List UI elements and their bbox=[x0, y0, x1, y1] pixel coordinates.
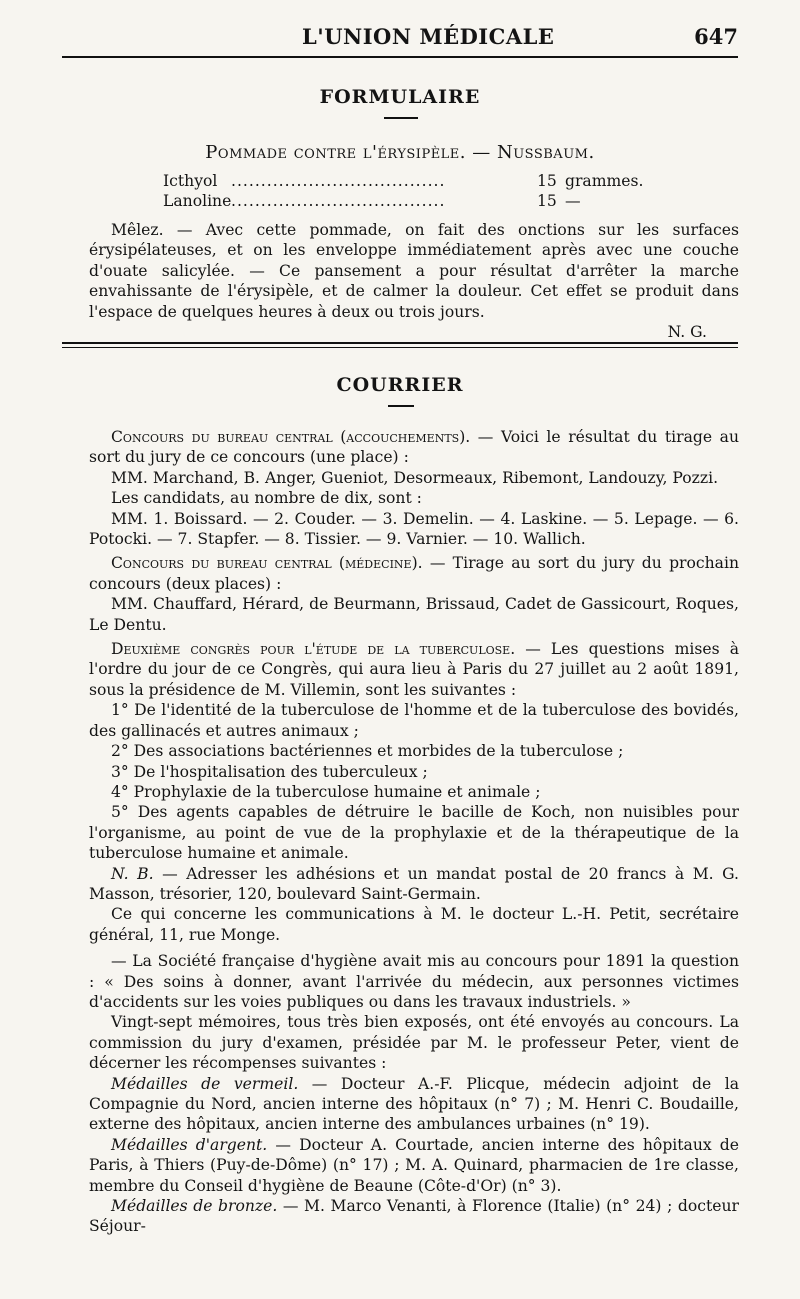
formula-instructions: Mêlez. — Avec cette pommade, on fait des onctions sur les surfaces érysipélateuses, et on les enveloppe immédiatement après avec une couche d'ouate salicylée. — Ce pansement a pour résultat d'arrêter la marche envahissante de l'érysipèle, et de calmer la douleur. Cet effet se produit dans l'espace de quelques heures à deux ou trois jours. bbox=[89, 221, 739, 321]
ingredient-unit: — bbox=[565, 192, 581, 210]
question-item: 1° De l'identité de la tuberculose de l'homme et de la tuberculose des bovidés, des gallinacés et autres animaux ; bbox=[89, 701, 739, 740]
medailles-bronze-label: Médailles de bronze. bbox=[111, 1197, 278, 1216]
concours-accouchements-heading: Concours du bureau central (accouchements). bbox=[111, 428, 471, 446]
header-rule bbox=[62, 56, 738, 58]
courrier-title-rule bbox=[388, 405, 414, 407]
dot-leader: .................................... bbox=[231, 172, 446, 190]
congres-tuberculose-heading: Deuxième congrès pour l'étude de la tuberculose. bbox=[111, 640, 516, 659]
courrier-title: COURRIER bbox=[336, 374, 464, 396]
question-item: 5° Des agents capables de détruire le bacille de Koch, non nuisibles pour l'organisme, au point de vue de la prophylaxie et de la thérapeutique de la tuberculose humaine et animale. bbox=[89, 803, 739, 863]
communications: Ce qui concerne les communications à M. le docteur L.-H. Petit, secrétaire général, 11, rue Monge. bbox=[89, 905, 739, 944]
courrier-body bbox=[89, 427, 739, 1237]
candidats-intro: Les candidats, au nombre de dix, sont : bbox=[111, 489, 422, 508]
medailles-vermeil: Médailles de vermeil. — Docteur A.-F. Plicque, médecin adjoint de la Compagnie du Nord, ancien interne des hôpitaux (n° 7) ; M. Henri C. Boudaille, externe des hôpitaux, ancien interne des ambulances urbaines (n° 19). bbox=[89, 1074, 739, 1134]
concours-medecine: Concours du bureau central (médecine). — Tirage au sort du jury du prochain concours (deux places) : bbox=[89, 554, 739, 593]
ingredient-unit: grammes. bbox=[565, 172, 644, 190]
running-title: L'UNION MÉDICALE bbox=[302, 24, 555, 49]
nota-bene: N. B. — Adresser les adhésions et un mandat postal de 20 francs à M. G. Masson, trésorier, 120, boulevard Saint-Germain. bbox=[89, 864, 740, 903]
question-item: 3° De l'hospitalisation des tuberculeux ; bbox=[111, 762, 428, 781]
candidats-list: MM. 1. Boissard. — 2. Couder. — 3. Demelin. — 4. Laskine. — 5. Lepage. — 6. Potocki. — 7. Stapfer. — 8. Tissier. — 9. Varnier. — 10. Wallich. bbox=[89, 509, 739, 549]
ingredient-name: Lanoline bbox=[163, 192, 232, 210]
nota-bene-label: N. B. bbox=[111, 864, 154, 883]
medailles-argent: Médailles d'argent. — Docteur A. Courtade, ancien interne des hôpitaux de Paris, à Thiers (Puy-de-Dôme) (n° 17) ; M. A. Quinard, pharmacien de 1re classe, membre du Conseil d'hygiène de Beaune (Côte-d'Or) (n° 3). bbox=[89, 1135, 739, 1195]
formulaire-title-rule bbox=[384, 117, 418, 119]
medailles-bronze: Médailles de bronze. — M. Marco Venanti, à Florence (Italie) (n° 24) ; docteur Séjour- bbox=[89, 1197, 739, 1236]
medailles-argent-label: Médailles d'argent. bbox=[111, 1135, 268, 1154]
formulaire-title: FORMULAIRE bbox=[319, 86, 481, 108]
ingredient-quantity: 15 bbox=[537, 192, 557, 210]
dot-leader: .................................... bbox=[231, 192, 446, 210]
societe-hygiene-intro: — La Société française d'hygiène avait mis au concours pour 1891 la question : « Des soins à donner, avant l'arrivée du médecin, aux personnes victimes d'accidents sur les voies publiques ou dans les travaux industriels. » bbox=[89, 952, 739, 1011]
medailles-vermeil-label: Médailles de vermeil. bbox=[111, 1074, 299, 1093]
congres-tuberculose: Deuxième congrès pour l'étude de la tuberculose. — Les questions mises à l'ordre du jour de ce Congrès, qui aura lieu à Paris du 27 juillet au 2 août 1891, sous la présidence de M. Villemin, sont les suivantes : bbox=[89, 640, 740, 699]
concours-medecine-heading: Concours du bureau central (médecine). bbox=[111, 554, 423, 573]
page-header bbox=[62, 22, 738, 56]
ingredient-name: Icthyol bbox=[163, 172, 218, 190]
signature: N. G. bbox=[667, 323, 707, 342]
ingredient-quantity: 15 bbox=[537, 172, 557, 190]
formula-title: Pommade contre l'érysipèle. — Nussbaum. bbox=[205, 142, 595, 163]
formulaire-body bbox=[89, 220, 739, 342]
section-divider bbox=[62, 342, 738, 348]
memoires: Vingt-sept mémoires, tous très bien exposés, ont été envoyés au concours. La commission du jury d'examen, présidée par M. le professeur Peter, vient de décerner les récompenses suivantes : bbox=[89, 1013, 739, 1073]
jury-accouchements: MM. Marchand, B. Anger, Gueniot, Desormeaux, Ribemont, Landouzy, Pozzi. bbox=[111, 468, 719, 487]
jury-medecine: MM. Chauffard, Hérard, de Beurmann, Brissaud, Cadet de Gassicourt, Roques, Le Dentu. bbox=[89, 595, 739, 634]
concours-accouchements: Concours du bureau central (accouchements). — Voici le résultat du tirage au sort du jury de ce concours (une place) : bbox=[89, 428, 739, 467]
page-number: 647 bbox=[694, 24, 738, 49]
question-item: 2° Des associations bactériennes et morbides de la tuberculose ; bbox=[111, 742, 624, 761]
question-item: 4° Prophylaxie de la tuberculose humaine et animale ; bbox=[111, 782, 541, 801]
